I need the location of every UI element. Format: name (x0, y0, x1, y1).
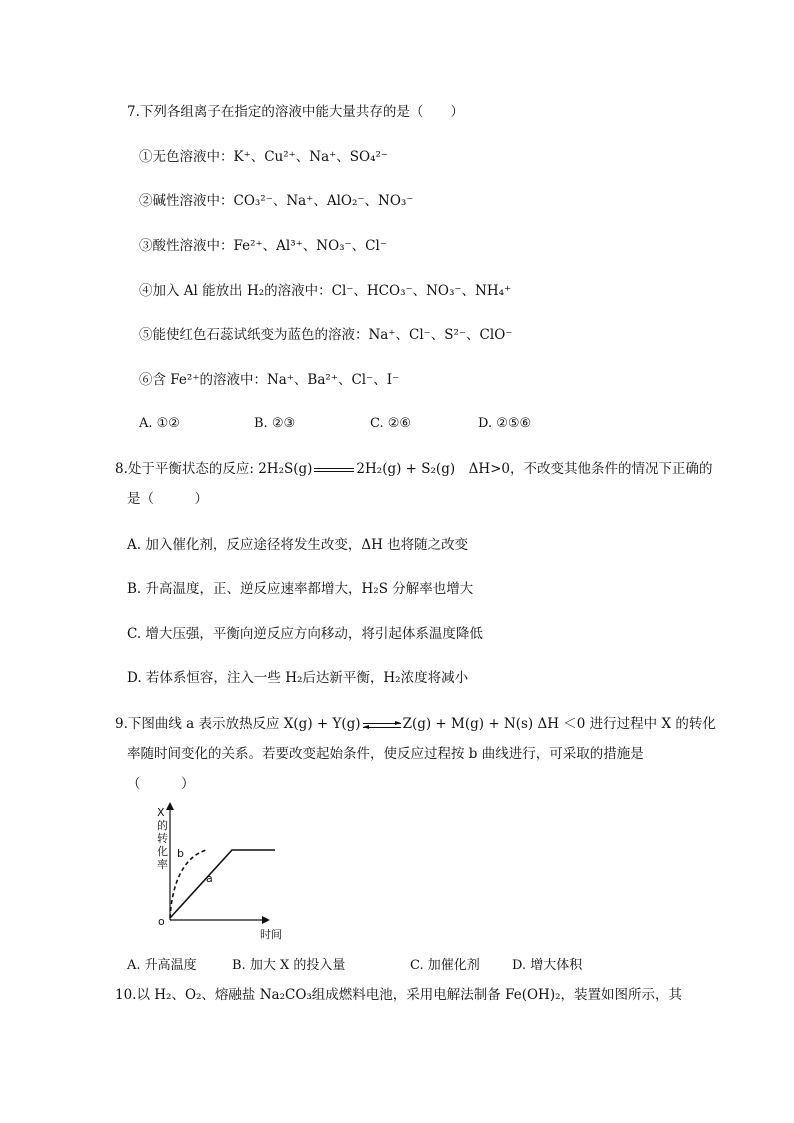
q7-option-d: D. ②⑤⑥ (478, 416, 532, 431)
curve-a (170, 850, 275, 918)
q8-option-c: C. 增大压强，平衡向逆反应方向移动，将引起体系温度降低 (127, 626, 483, 642)
y-label-char-4: 化 (157, 845, 168, 858)
reversible-arrow-icon (363, 720, 401, 730)
y-label-char-1: X (157, 806, 165, 819)
q9-stem-line3: （ ） (127, 776, 195, 792)
q8-stem-suffix: 2H₂(g) + S₂(g) ΔH>0，不改变其他条件的情况下正确的 (356, 461, 713, 477)
y-axis-arrow-icon (166, 802, 174, 810)
q7-item-5: ⑤能使红色石蕊试纸变为蓝色的溶液：Na⁺、Cl⁻、S²⁻、ClO⁻ (139, 327, 513, 343)
y-label-char-5: 率 (157, 858, 168, 871)
q9-stem-prefix: 9.下图曲线 a 表示放热反应 X(g) + Y(g) (115, 716, 361, 732)
conversion-time-graph (150, 800, 300, 945)
q7-item-3: ③酸性溶液中：Fe²⁺、Al³⁺、NO₃⁻、Cl⁻ (139, 238, 387, 254)
q7-item-4: ④加入 Al 能放出 H₂的溶液中：Cl⁻、HCO₃⁻、NO₃⁻、NH₄⁺ (139, 283, 512, 299)
q8-stem (115, 460, 713, 478)
equilibrium-arrow-icon (314, 466, 354, 474)
q9-stem (115, 715, 716, 733)
q7-option-c: C. ②⑥ (370, 416, 412, 431)
origin-label: o (158, 915, 165, 928)
q9-stem-line2: 率随时间变化的关系。若要改变起始条件，使反应过程按 b 曲线进行，可采取的措施是 (127, 746, 644, 762)
y-label-char-3: 转 (157, 832, 168, 845)
q7-stem: 7.下列各组离子在指定的溶液中能大量共存的是（ ） (127, 104, 464, 120)
q7-item-1: ①无色溶液中：K⁺、Cu²⁺、Na⁺、SO₄²⁻ (139, 149, 389, 165)
q9-option-b: B. 加大 X 的投入量 (232, 958, 346, 973)
q7-option-b: B. ②③ (254, 416, 296, 431)
curve-a-label: a (206, 872, 213, 885)
q8-stem-line2: 是（ ） (127, 491, 208, 507)
x-axis-arrow-icon (262, 916, 270, 924)
q7-option-a: A. ①② (139, 416, 180, 431)
q8-option-a: A. 加入催化剂，反应途径将发生改变，ΔH 也将随之改变 (127, 537, 469, 553)
q8-option-b: B. 升高温度，正、逆反应速率都增大，H₂S 分解率也增大 (127, 581, 474, 597)
q8-option-d: D. 若体系恒容，注入一些 H₂后达新平衡，H₂浓度将减小 (127, 670, 469, 686)
curve-b-label: b (177, 847, 184, 860)
q9-option-a: A. 升高温度 (127, 958, 197, 973)
q9-option-c: C. 加催化剂 (410, 958, 480, 973)
q8-stem-prefix: 8.处于平衡状态的反应: 2H₂S(g) (115, 461, 313, 477)
q7-item-2: ②碱性溶液中：CO₃²⁻、Na⁺、AlO₂⁻、NO₃⁻ (139, 193, 414, 209)
q9-stem-suffix: Z(g) + M(g) + N(s) ΔH ＜0 进行过程中 X 的转化 (402, 716, 716, 732)
y-label-char-2: 的 (157, 819, 168, 832)
x-label: 时间 (260, 928, 282, 941)
q10-stem: 10.以 H₂、O₂、熔融盐 Na₂CO₃组成燃料电池，采用电解法制备 Fe(OH)₂，装置如图所示，其 (115, 987, 682, 1003)
q7-item-6: ⑥含 Fe²⁺的溶液中：Na⁺、Ba²⁺、Cl⁻、I⁻ (139, 372, 400, 388)
q9-option-d: D. 增大体积 (512, 958, 583, 973)
